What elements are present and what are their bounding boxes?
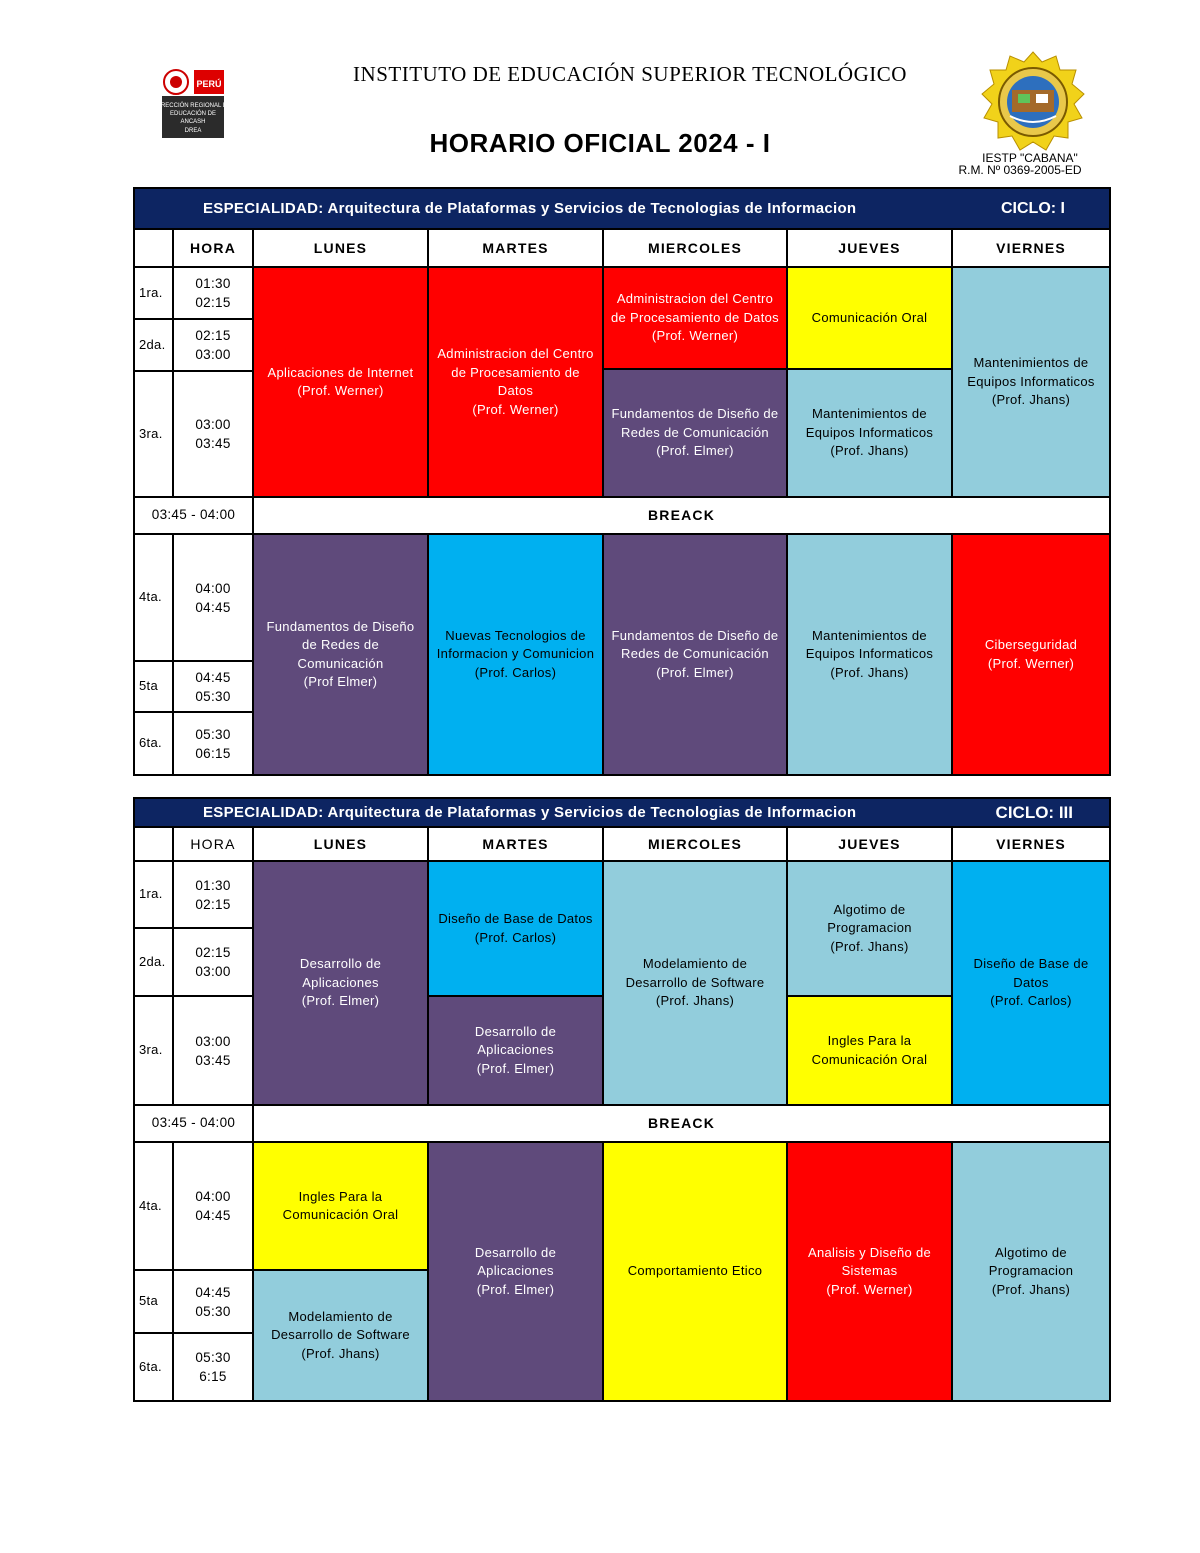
time-2: 02:15 03:00 [172, 927, 254, 997]
class-martes-2: Nuevas Tecnologios de Informacion y Comunicion (Prof. Carlos) [427, 533, 604, 776]
break-label: BREACK [252, 496, 1111, 535]
class-viernes-2: Ciberseguridad (Prof. Werner) [951, 533, 1111, 776]
class-viernes-1: Diseño de Base de Datos (Prof. Carlos) [951, 860, 1111, 1106]
time-4: 04:00 04:45 [172, 533, 254, 662]
slot-2: 2da. [133, 927, 174, 997]
time-1: 01:30 02:15 [172, 860, 254, 929]
header-lunes: LUNES [252, 826, 429, 862]
class-jueves-2: Mantenimientos de Equipos Informaticos (Prof. Jhans) [786, 368, 953, 498]
break-time: 03:45 - 04:00 [133, 496, 254, 535]
class-lunes-3: Modelamiento de Desarrollo de Software (Prof. Jhans) [252, 1269, 429, 1402]
drea-line-4: DREA [184, 128, 202, 134]
class-jueves-1: Comunicación Oral [786, 266, 953, 370]
break-label: BREACK [252, 1104, 1111, 1143]
header-empty [133, 228, 174, 268]
header-viernes: VIERNES [951, 826, 1111, 862]
slot-4: 4ta. [133, 533, 174, 662]
class-martes-1: Administracion del Centro de Procesamiento de Datos (Prof. Werner) [427, 266, 604, 498]
class-jueves-3: Analisis y Diseño de Sistemas (Prof. Werner) [786, 1141, 953, 1402]
time-3: 03:00 03:45 [172, 995, 254, 1106]
slot-3: 3ra. [133, 370, 174, 498]
drea-line-1: DIRECCIÓN REGIONAL DE [154, 103, 232, 109]
especialidad-label: ESPECIALIDAD: Arquitectura de Plataformas y Servicios de Tecnologias de Informacion [203, 200, 857, 217]
class-lunes-2: Ingles Para la Comunicación Oral [252, 1141, 429, 1271]
class-jueves-3: Mantenimientos de Equipos Informaticos (Prof. Jhans) [786, 533, 953, 776]
class-martes-1: Diseño de Base de Datos (Prof. Carlos) [427, 860, 604, 997]
class-lunes-2: Fundamentos de Diseño de Redes de Comunicación (Prof Elmer) [252, 533, 429, 776]
break-time: 03:45 - 04:00 [133, 1104, 254, 1143]
iestp-resolution: R.M. Nº 0369-2005-ED [958, 163, 1082, 177]
slot-3: 3ra. [133, 995, 174, 1106]
ciclo-label: CICLO: I [1001, 199, 1065, 217]
time-2: 02:15 03:00 [172, 318, 254, 372]
slot-6: 6ta. [133, 711, 174, 776]
class-miercoles-1: Administracion del Centro de Procesamiento de Datos (Prof. Werner) [602, 266, 788, 370]
iestp-name: IESTP "CABANA" [982, 151, 1078, 165]
drea-line-2: EDUCACIÓN DE [169, 111, 217, 117]
class-lunes-1: Desarrollo de Aplicaciones (Prof. Elmer) [252, 860, 429, 1106]
especialidad-label: ESPECIALIDAD: Arquitectura de Plataformas y Servicios de Tecnologias de Informacion [203, 804, 857, 821]
class-jueves-2: Ingles Para la Comunicación Oral [786, 995, 953, 1106]
class-martes-3: Desarrollo de Aplicaciones (Prof. Elmer) [427, 1141, 604, 1402]
class-miercoles-3: Fundamentos de Diseño de Redes de Comunicación (Prof. Elmer) [602, 533, 788, 776]
iestp-cabana-seal [982, 50, 1084, 160]
slot-5: 5ta [133, 660, 174, 713]
slot-6: 6ta. [133, 1332, 174, 1402]
class-viernes-2: Algotimo de Programacion (Prof. Jhans) [951, 1141, 1111, 1402]
slot-1: 1ra. [133, 266, 174, 320]
time-3: 03:00 03:45 [172, 370, 254, 498]
class-miercoles-1: Modelamiento de Desarrollo de Software (Prof. Jhans) [602, 860, 788, 1106]
time-5: 04:45 05:30 [172, 660, 254, 713]
institute-title: INSTITUTO DE EDUCACIÓN SUPERIOR TECNOLÓGICO [353, 62, 907, 86]
peru-label: PERÚ [196, 79, 222, 89]
class-miercoles-2: Fundamentos de Diseño de Redes de Comunicación (Prof. Elmer) [602, 368, 788, 498]
class-jueves-1: Algotimo de Programacion (Prof. Jhans) [786, 860, 953, 997]
class-viernes-1: Mantenimientos de Equipos Informaticos (Prof. Jhans) [951, 266, 1111, 498]
time-6: 05:30 6:15 [172, 1332, 254, 1402]
slot-2: 2da. [133, 318, 174, 372]
slot-4: 4ta. [133, 1141, 174, 1271]
header-lunes: LUNES [252, 228, 429, 268]
class-lunes-1: Aplicaciones de Internet (Prof. Werner) [252, 266, 429, 498]
header-martes: MARTES [427, 228, 604, 268]
time-4: 04:00 04:45 [172, 1141, 254, 1271]
header-miercoles: MIERCOLES [602, 228, 788, 268]
header-hora: HORA [172, 228, 254, 268]
especialidad-bar [133, 187, 1111, 230]
time-1: 01:30 02:15 [172, 266, 254, 320]
especialidad-bar [133, 797, 1111, 828]
slot-1: 1ra. [133, 860, 174, 929]
header-empty [133, 826, 174, 862]
schedule-title: HORARIO OFICIAL 2024 - I [429, 128, 771, 158]
time-5: 04:45 05:30 [172, 1269, 254, 1334]
ciclo-label: CICLO: III [995, 802, 1073, 822]
class-martes-2: Desarrollo de Aplicaciones (Prof. Elmer) [427, 995, 604, 1106]
drea-logo [154, 66, 232, 140]
class-miercoles-2: Comportamiento Etico [602, 1141, 788, 1402]
header-viernes: VIERNES [951, 228, 1111, 268]
time-6: 05:30 06:15 [172, 711, 254, 776]
header-jueves: JUEVES [786, 228, 953, 268]
slot-5: 5ta [133, 1269, 174, 1334]
header-martes: MARTES [427, 826, 604, 862]
header-jueves: JUEVES [786, 826, 953, 862]
header-miercoles: MIERCOLES [602, 826, 788, 862]
header-hora: HORA [172, 826, 254, 862]
drea-line-3: ANCASH [180, 119, 206, 125]
